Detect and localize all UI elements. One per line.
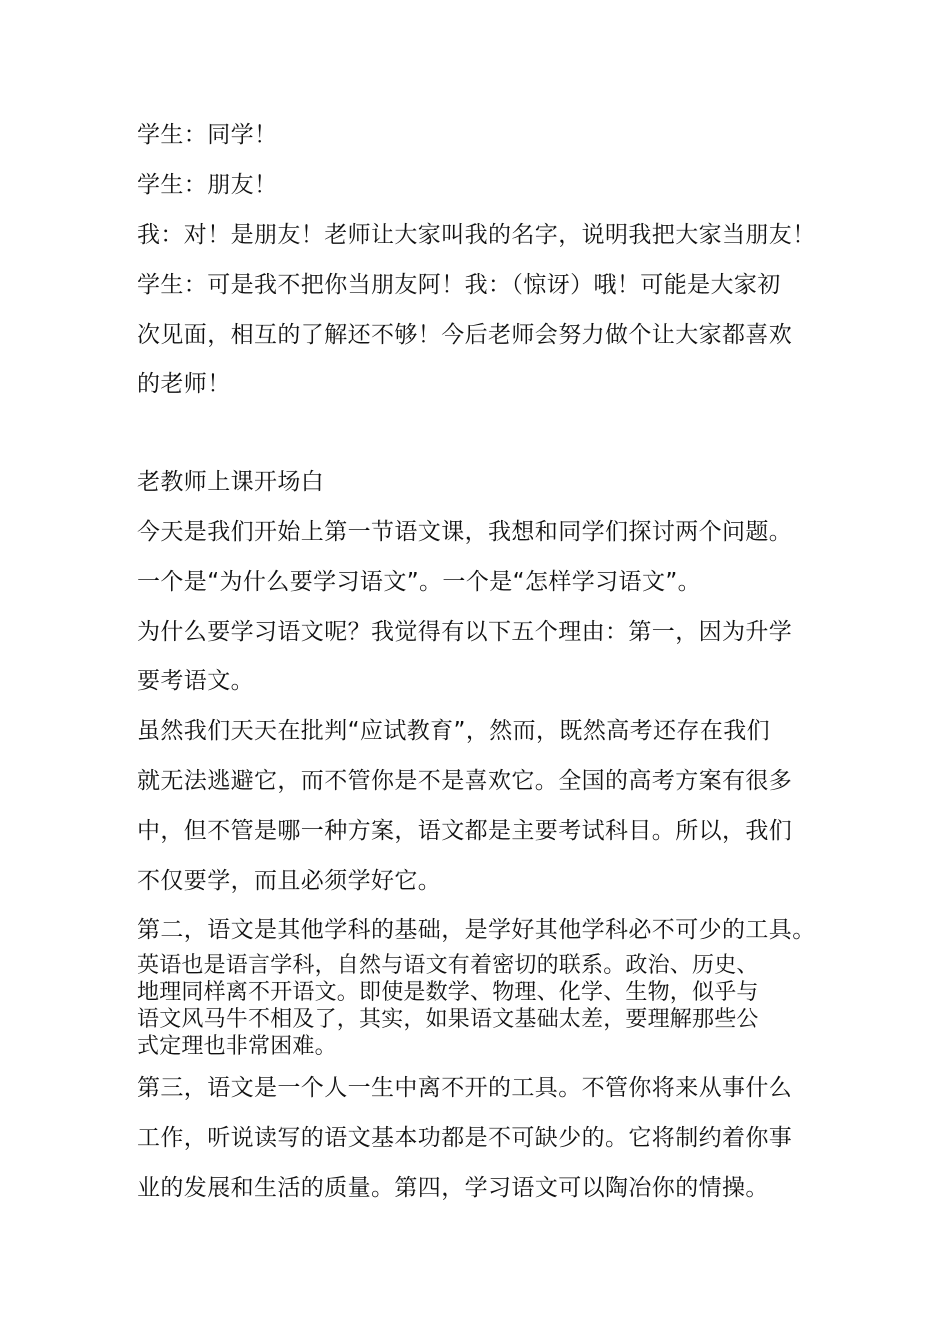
paragraph-line: 一个是“为什么要学习语文”。一个是“怎样学习语文”。: [137, 569, 702, 595]
paragraph-line: 为什么要学习语文呢？我觉得有以下五个理由：第一，因为升学: [137, 619, 793, 645]
paragraph-line: 第三，语文是一个人一生中离不开的工具。不管你将来从事什么: [137, 1075, 793, 1101]
dialogue-line: 学生：朋友！: [137, 172, 278, 198]
paragraph-line: 今天是我们开始上第一节语文课，我想和同学们探讨两个问题。: [137, 519, 793, 545]
dialogue-line: 我：对！是朋友！老师让大家叫我的名字，说明我把大家当朋友！: [137, 222, 816, 248]
dialogue-line: 次见面，相互的了解还不够！今后老师会努力做个让大家都喜欢: [137, 322, 793, 348]
paragraph-line: 式定理也非常困难。: [137, 1034, 337, 1059]
section-title: 老教师上课开场白: [137, 469, 325, 495]
paragraph-line: 中，但不管是哪一种方案，语文都是主要考试科目。所以，我们: [137, 818, 793, 844]
paragraph-line: 业的发展和生活的质量。第四，学习语文可以陶冶你的情操。: [137, 1175, 769, 1201]
dialogue-line: 的老师！: [137, 371, 231, 397]
paragraph-line: 不仅要学，而且必须学好它。: [137, 868, 442, 894]
paragraph-line: 英语也是语言学科，自然与语文有着密切的联系。政治、历史、: [137, 953, 759, 978]
dense-paragraph: [137, 952, 817, 1060]
paragraph-line: 第二，语文是其他学科的基础，是学好其他学科必不可少的工具。: [137, 917, 816, 943]
paragraph-line: 语文风马牛不相及了，其实，如果语文基础太差，要理解那些公: [137, 1007, 759, 1032]
paragraph-line: 要考语文。: [137, 668, 254, 694]
dialogue-line: 学生：可是我不把你当朋友阿！我：（惊讶）哦！可能是大家初: [137, 272, 781, 298]
dialogue-line: 学生：同学！: [137, 122, 278, 148]
paragraph-line: 就无法逃避它，而不管你是不是喜欢它。全国的高考方案有很多: [137, 768, 793, 794]
paragraph-line: 地理同样离不开语文。即使是数学、物理、化学、生物，似乎与: [137, 980, 759, 1005]
paragraph-line: 工作，听说读写的语文基本功都是不可缺少的。它将制约着你事: [137, 1125, 793, 1151]
paragraph-line: 虽然我们天天在批判“应试教育”，然而，既然高考还存在我们: [137, 718, 771, 744]
